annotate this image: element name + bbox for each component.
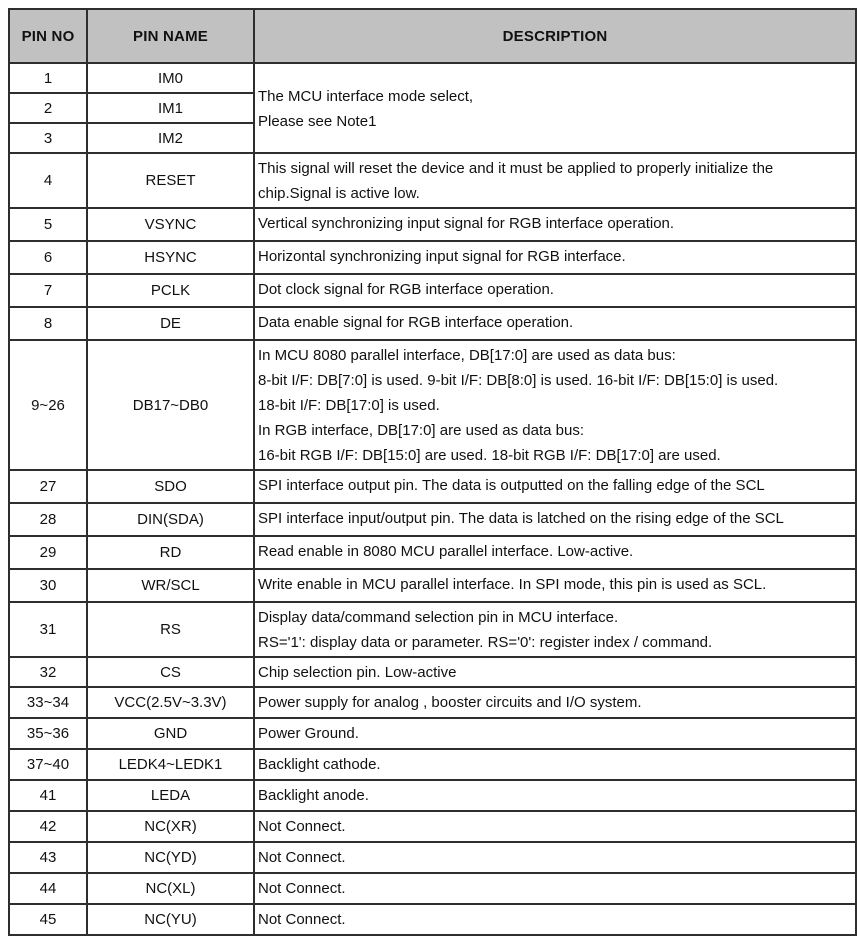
pin-name-cell: IM2: [87, 123, 254, 153]
table-row: [9, 602, 856, 657]
description-line: Vertical synchronizing input signal for RGB interface operation.: [258, 215, 675, 232]
pin-no-cell: 2: [9, 93, 87, 123]
table-row: [9, 503, 856, 536]
table-row: [9, 241, 856, 274]
description-line: Not Connect.: [258, 849, 346, 866]
pin-no-cell: 33~34: [9, 687, 87, 718]
column-header-description: DESCRIPTION: [254, 9, 856, 63]
pin-name-cell: DB17~DB0: [87, 340, 254, 470]
description-line: The MCU interface mode select,: [258, 88, 474, 105]
table-row: [9, 340, 856, 470]
pin-name-cell: DIN(SDA): [87, 503, 254, 536]
table-row: [9, 208, 856, 241]
description-line: SPI interface input/output pin. The data is latched on the rising edge of the SCL: [258, 510, 784, 527]
pin-no-cell: 45: [9, 904, 87, 935]
description-cell: [254, 904, 856, 935]
pin-no-cell: 31: [9, 602, 87, 657]
description-cell: [254, 811, 856, 842]
description-cell: [254, 153, 856, 208]
pin-name-cell: IM1: [87, 93, 254, 123]
pin-name-cell: RD: [87, 536, 254, 569]
pin-name-cell: NC(YD): [87, 842, 254, 873]
pin-no-cell: 35~36: [9, 718, 87, 749]
pin-name-cell: VCC(2.5V~3.3V): [87, 687, 254, 718]
description-line: Horizontal synchronizing input signal for RGB interface.: [258, 248, 626, 265]
description-cell: [254, 241, 856, 274]
pin-no-cell: 6: [9, 241, 87, 274]
pin-no-cell: 37~40: [9, 749, 87, 780]
table-row: [9, 904, 856, 935]
header-row: [9, 9, 856, 63]
table-row: [9, 153, 856, 208]
pin-no-cell: 43: [9, 842, 87, 873]
description-line: SPI interface output pin. The data is outputted on the falling edge of the SCL: [258, 477, 765, 494]
table-row: [9, 780, 856, 811]
description-cell: [254, 274, 856, 307]
description-cell: [254, 208, 856, 241]
description-line: Power Ground.: [258, 725, 359, 742]
pin-no-cell: 9~26: [9, 340, 87, 470]
description-line: In MCU 8080 parallel interface, DB[17:0] are used as data bus:: [258, 347, 676, 364]
description-line: Data enable signal for RGB interface operation.: [258, 314, 574, 331]
pin-no-cell: 4: [9, 153, 87, 208]
pin-name-cell: VSYNC: [87, 208, 254, 241]
description-line: Backlight cathode.: [258, 756, 381, 773]
pin-no-cell: 5: [9, 208, 87, 241]
description-line: Backlight anode.: [258, 787, 369, 804]
description-cell: [254, 749, 856, 780]
pin-name-cell: RS: [87, 602, 254, 657]
description-cell: [254, 602, 856, 657]
description-line: Dot clock signal for RGB interface operation.: [258, 281, 554, 298]
pin-no-cell: 32: [9, 657, 87, 687]
description-line: In RGB interface, DB[17:0] are used as data bus:: [258, 422, 585, 439]
pin-no-cell: 27: [9, 470, 87, 503]
pin-name-cell: NC(YU): [87, 904, 254, 935]
pin-no-cell: 29: [9, 536, 87, 569]
description-cell: [254, 780, 856, 811]
table-row: [9, 274, 856, 307]
description-line: Chip selection pin. Low-active: [258, 664, 457, 681]
description-cell: [254, 503, 856, 536]
pin-name-cell: IM0: [87, 63, 254, 93]
description-cell: [254, 657, 856, 687]
pin-no-cell: 30: [9, 569, 87, 602]
description-cell: [254, 470, 856, 503]
pin-name-cell: HSYNC: [87, 241, 254, 274]
table-row: [9, 536, 856, 569]
pin-no-cell: 1: [9, 63, 87, 93]
table-row: [9, 687, 856, 718]
table-row: [9, 749, 856, 780]
description-line: Power supply for analog , booster circuits and I/O system.: [258, 694, 642, 711]
table-row: [9, 842, 856, 873]
table-row: [9, 718, 856, 749]
table-row: [9, 569, 856, 602]
pin-name-cell: SDO: [87, 470, 254, 503]
description-line: Not Connect.: [258, 911, 346, 928]
pin-no-cell: 3: [9, 123, 87, 153]
pin-name-cell: NC(XR): [87, 811, 254, 842]
description-line: Please see Note1: [258, 113, 377, 130]
description-cell: [254, 873, 856, 904]
description-line: chip.Signal is active low.: [258, 185, 420, 202]
description-line: 16-bit RGB I/F: DB[15:0] are used. 18-bit RGB I/F: DB[17:0] are used.: [258, 447, 721, 464]
pin-name-cell: CS: [87, 657, 254, 687]
description-line: RS='1': display data or parameter. RS='0': register index / command.: [258, 634, 713, 651]
description-cell: [254, 536, 856, 569]
description-cell: [254, 718, 856, 749]
description-cell: [254, 687, 856, 718]
description-cell: [254, 307, 856, 340]
pin-no-cell: 28: [9, 503, 87, 536]
description-cell: [254, 340, 856, 470]
table-row: [9, 873, 856, 904]
table-row: [9, 307, 856, 340]
pin-description-table: [8, 8, 857, 936]
description-cell: [254, 569, 856, 602]
description-line: Read enable in 8080 MCU parallel interface. Low-active.: [258, 543, 634, 560]
description-cell: [254, 842, 856, 873]
description-line: 8-bit I/F: DB[7:0] is used. 9-bit I/F: DB[8:0] is used. 16-bit I/F: DB[15:0] is used.: [258, 372, 779, 389]
pin-no-cell: 44: [9, 873, 87, 904]
pin-name-cell: PCLK: [87, 274, 254, 307]
table-row: [9, 63, 856, 93]
pin-name-cell: NC(XL): [87, 873, 254, 904]
table-row: [9, 657, 856, 687]
description-line: Write enable in MCU parallel interface. In SPI mode, this pin is used as SCL.: [258, 576, 767, 593]
pin-no-cell: 8: [9, 307, 87, 340]
description-line: Not Connect.: [258, 818, 346, 835]
description-line: 18-bit I/F: DB[17:0] is used.: [258, 397, 440, 414]
description-line: Display data/command selection pin in MCU interface.: [258, 609, 619, 626]
table-row: [9, 470, 856, 503]
pin-no-cell: 42: [9, 811, 87, 842]
column-header-pin-name: PIN NAME: [87, 9, 254, 63]
pin-name-cell: LEDK4~LEDK1: [87, 749, 254, 780]
pin-name-cell: RESET: [87, 153, 254, 208]
pin-name-cell: LEDA: [87, 780, 254, 811]
pin-name-cell: DE: [87, 307, 254, 340]
pin-no-cell: 41: [9, 780, 87, 811]
description-line: This signal will reset the device and it must be applied to properly initialize the: [258, 160, 774, 177]
pin-no-cell: 7: [9, 274, 87, 307]
table-row: [9, 811, 856, 842]
description-line: Not Connect.: [258, 880, 346, 897]
pin-name-cell: WR/SCL: [87, 569, 254, 602]
pin-name-cell: GND: [87, 718, 254, 749]
description-cell: [254, 63, 856, 153]
column-header-pin-no: PIN NO: [9, 9, 87, 63]
